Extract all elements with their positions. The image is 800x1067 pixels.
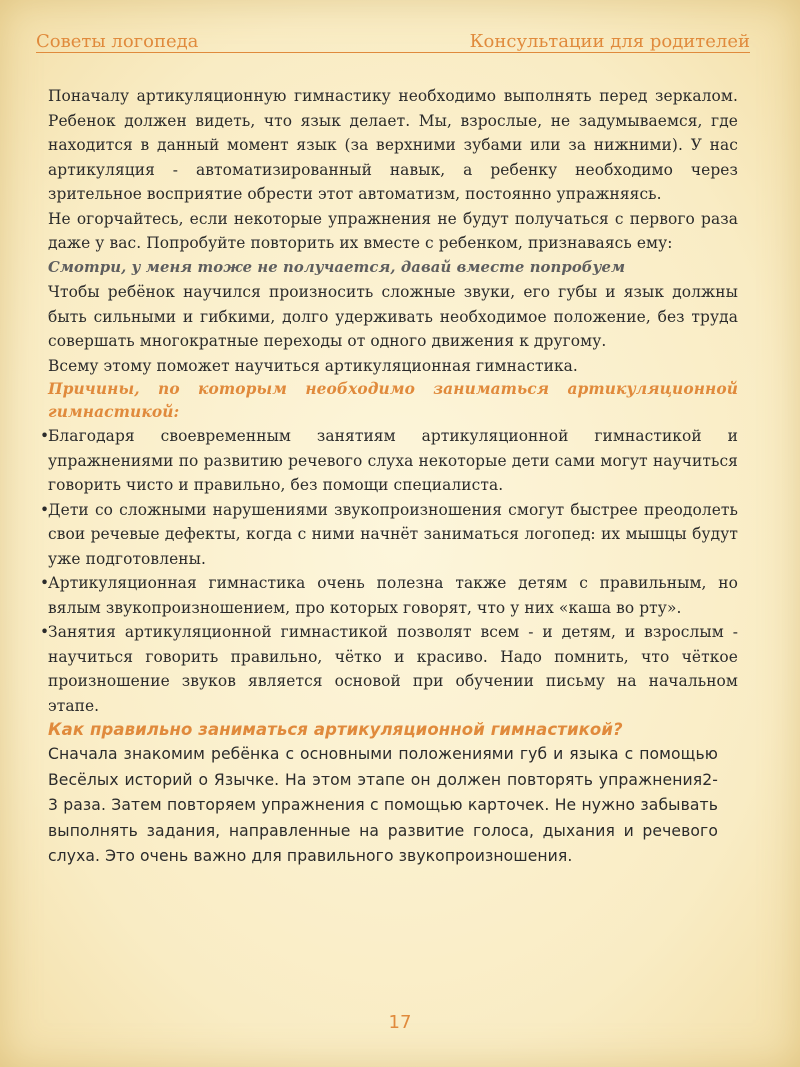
reasons-title: Причины, по которым необходимо заниматься артикуляционной гимнастикой: xyxy=(48,380,738,421)
header-right-title[interactable]: Консультации для родителей xyxy=(469,31,750,52)
intro-paragraph-1: Поначалу артикуляционную гимнастику необходимо выполнять перед зеркалом. Ребенок должен видеть, что язык делает. Мы, взрослые, не задумываемся, где находится в данный момент язык (за верхними зубами или за нижними). У нас артикуляция - автоматизированный навык, а ребенку необходимо через зрительное восприятие обрести этот автоматизм, постоянно упражняясь. xyxy=(48,87,738,203)
content xyxy=(40,84,738,870)
page-header xyxy=(36,28,750,53)
page-number: 17 xyxy=(388,1012,412,1033)
intro-paragraph-3: Чтобы ребёнок научился произносить сложные звуки, его губы и язык должны быть сильными и гибкими, долго удерживать необходимое положение, без труда совершать многократные переходы от одного движения к другому. xyxy=(48,283,738,350)
list-item-text: Занятия артикуляционной гимнастикой позволят всем - и детям, и взрослым - научиться говорить правильно, чётко и красиво. Надо помнить, что чёткое произношение звуков является основой при обучении письму на начальном этапе. xyxy=(48,623,738,715)
list-item xyxy=(40,424,738,498)
bullet-icon: • xyxy=(40,427,50,445)
bullet-icon: • xyxy=(40,623,50,641)
bullet-icon: • xyxy=(40,500,50,519)
list-item xyxy=(40,620,738,718)
intro-paragraph-4: Всему этому поможет научиться артикуляционная гимнастика. xyxy=(48,356,578,375)
howto-question: Как правильно заниматься артикуляционной гимнастикой? xyxy=(48,720,623,739)
intro-quote: Смотри, у меня тоже не получается, давай вместе попробуем xyxy=(48,258,626,276)
list-item xyxy=(40,571,738,620)
howto-text: Сначала знакомим ребёнка с основными положениями губ и языка с помощью Весёлых историй о Язычке. На этом этапе он должен повторять упражнения2-3 раза. Затем повторяем упражнения с помощью карточек. Не нужно забывать выполнять задания, направленные на развитие голоса, дыхания и речевого слуха. Это очень важно для правильного звукопроизношения. xyxy=(48,745,718,865)
list-item-text: Благодаря своевременным занятиям артикуляционной гимнастикой и упражнениями по развитию речевого слуха некоторые дети сами могут научиться говорить чисто и правильно, без помощи специалиста. xyxy=(48,427,738,494)
bullet-icon: • xyxy=(40,574,50,592)
reasons-list xyxy=(40,424,738,718)
header-left-title[interactable]: Советы логопеда xyxy=(36,31,199,52)
list-item-text: Артикуляционная гимнастика очень полезна также детям с правильным, но вялым звукопроизношением, про которых говорят, что у них «каша во рту». xyxy=(48,574,738,617)
intro-paragraph-2: Не огорчайтесь, если некоторые упражнения не будут получаться с первого раза даже у вас. Попробуйте повторить их вместе с ребенком, признаваясь ему: xyxy=(48,209,738,252)
list-item-text: Дети со сложными нарушениями звукопроизношения смогут быстрее преодолеть свои речевые дефекты, когда с ними начнёт заниматься логопед: их мышцы будут уже подготовлены. xyxy=(48,500,738,568)
list-item xyxy=(40,498,738,572)
